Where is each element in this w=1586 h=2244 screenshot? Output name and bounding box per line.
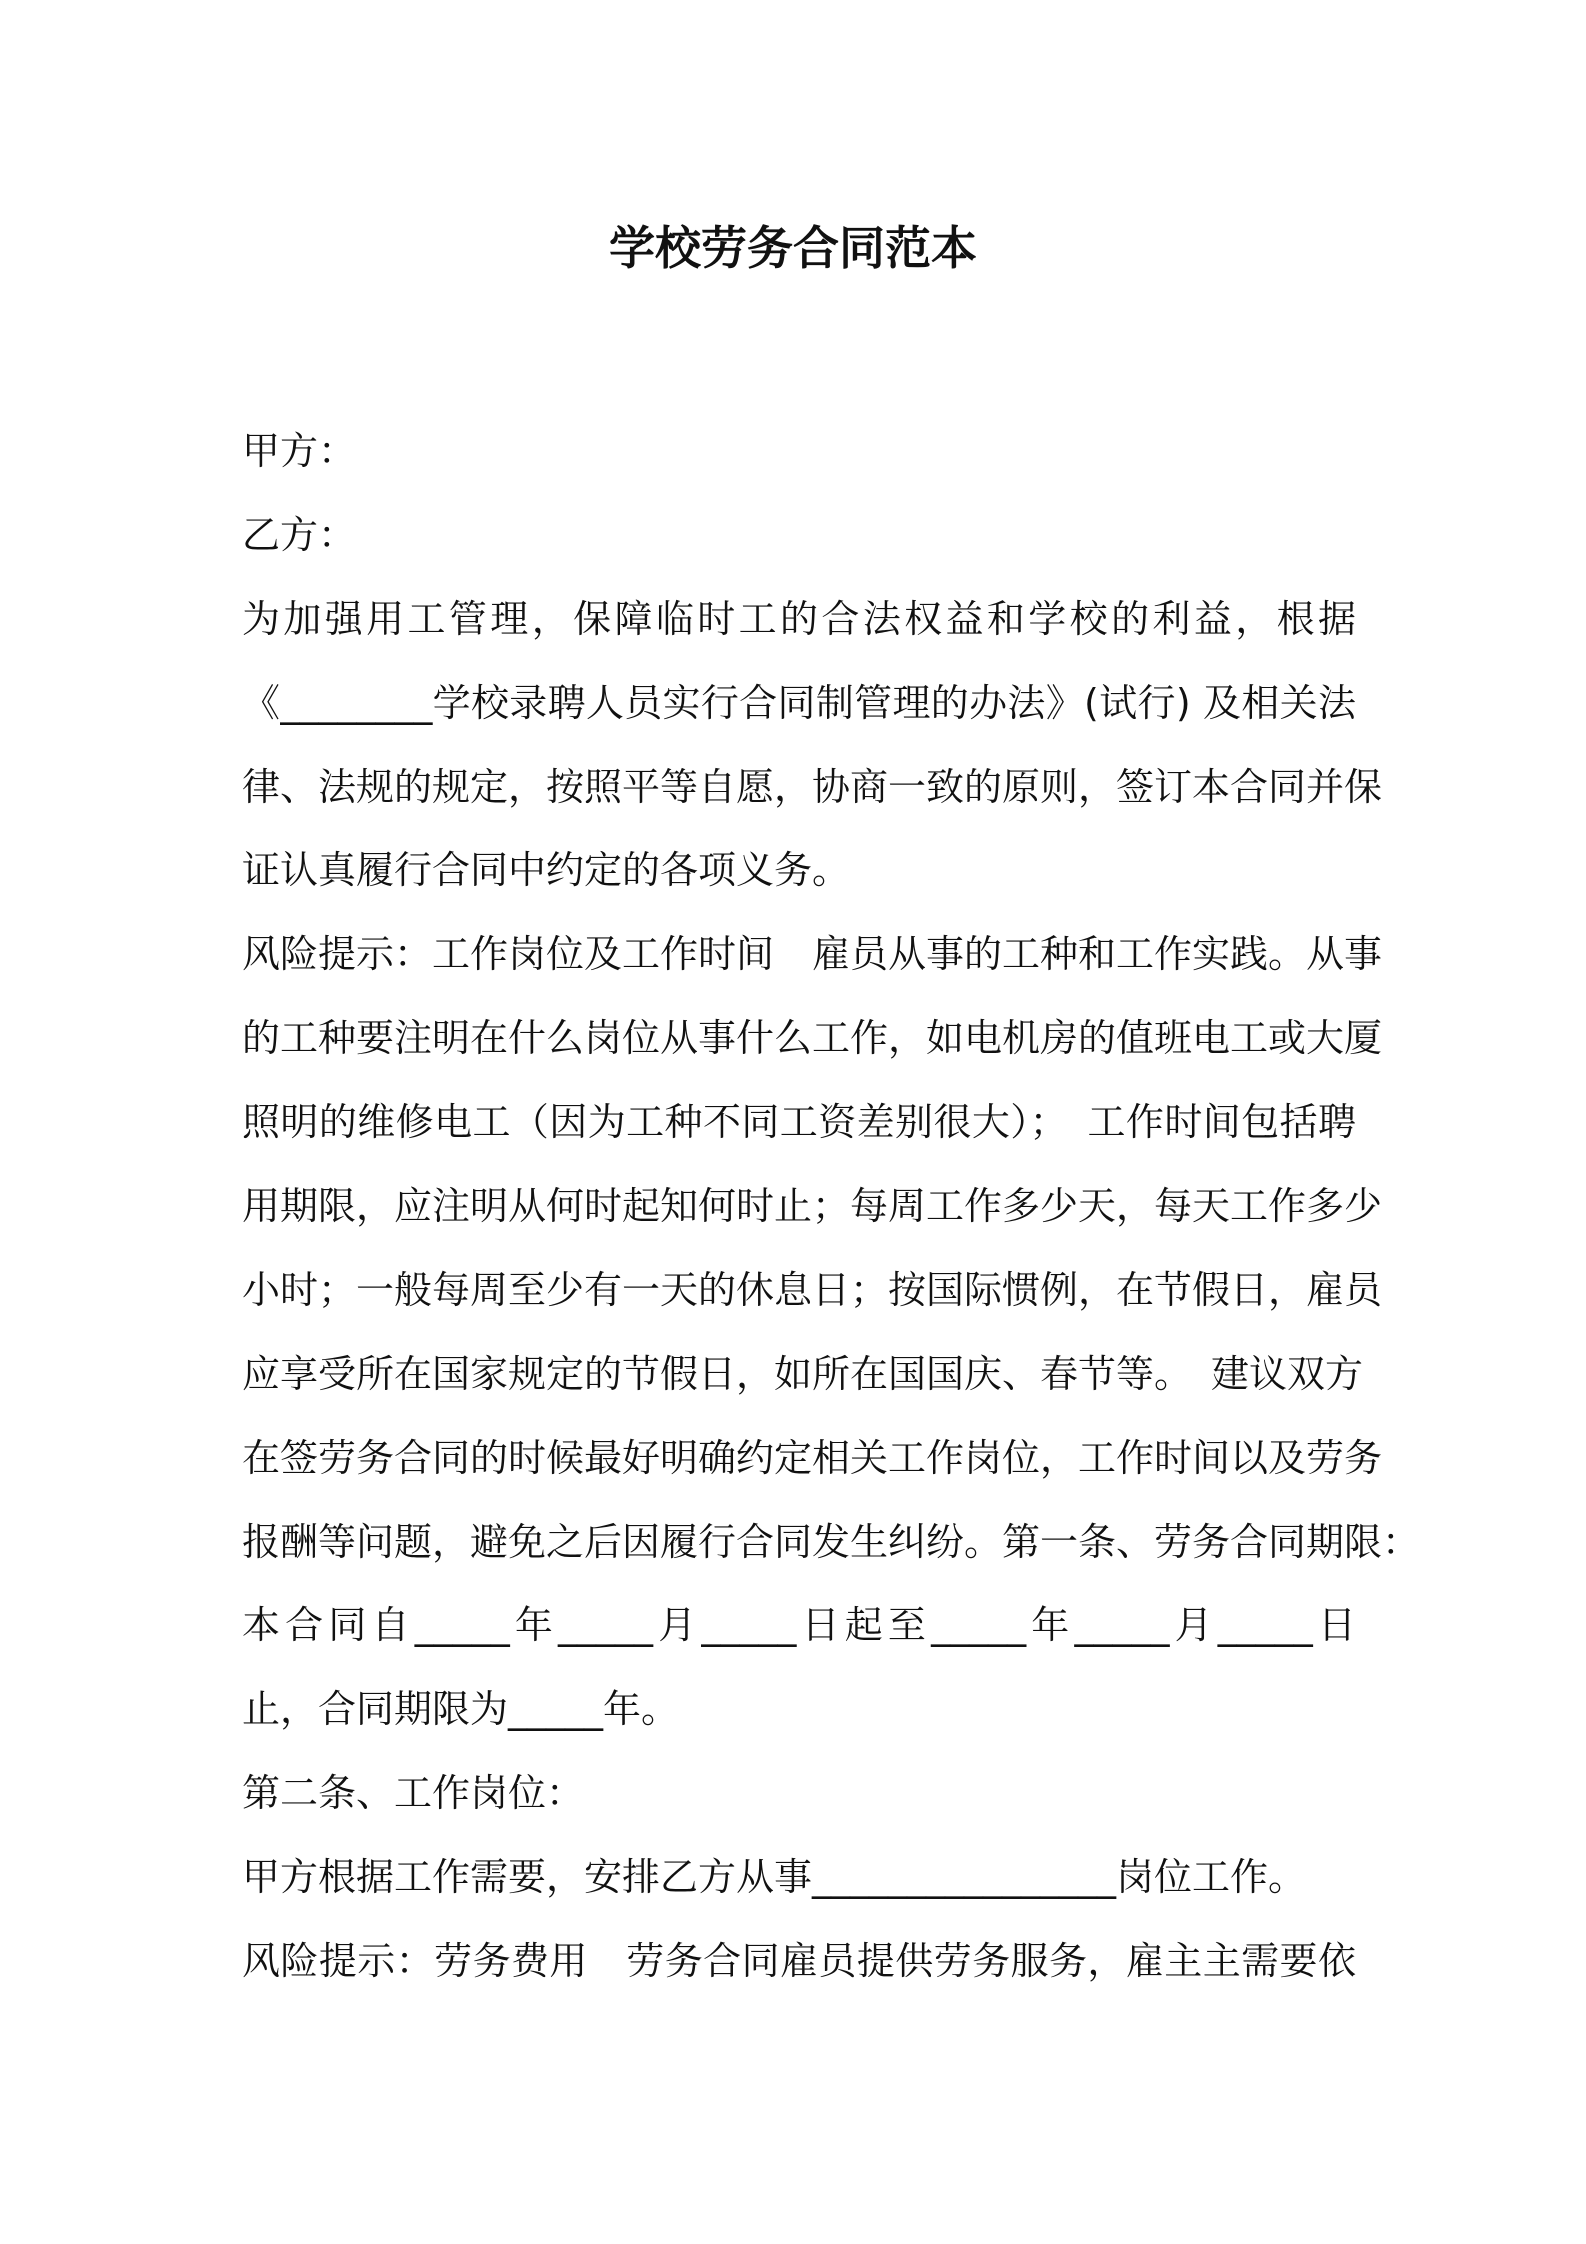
paragraph-line: 律、法规的规定，按照平等自愿，协商一致的原则，签订本合同并保 — [242, 764, 1383, 809]
paragraph-line: 本合同自_____年_____月_____日起至_____年_____月_____日 — [242, 1603, 1356, 1648]
paragraph-line: 应享受所在国家规定的节假日，如所在国国庆、春节等。 建议双方 — [242, 1351, 1364, 1396]
paragraph-line: 在签劳务合同的时候最好明确约定相关工作岗位，工作时间以及劳务 — [242, 1435, 1383, 1480]
paragraph-line: 甲方根据工作需要，安排乙方从事________________岗位工作。 — [242, 1855, 1307, 1900]
paragraph-line: 止，合同期限为_____年。 — [242, 1687, 680, 1732]
paragraph-line: 乙方： — [242, 512, 357, 557]
paragraph-line: 的工种要注明在什么岗位从事什么工作，如电机房的值班电工或大厦 — [242, 1016, 1383, 1061]
paragraph-line: 照明的维修电工（因为工种不同工资差别很大）； 工作时间包括聘 — [242, 1100, 1356, 1145]
paragraph-line: 《________学校录聘人员实行合同制管理的办法》(试行) 及相关法 — [242, 680, 1356, 725]
paragraph-line: 风险提示：劳务费用 劳务合同雇员提供劳务服务，雇主主需要依 — [242, 1939, 1356, 1984]
paragraph-line: 第二条、工作岗位： — [242, 1771, 585, 1816]
paragraph-line: 报酬等问题，避免之后因履行合同发生纠纷。第一条、劳务合同期限： — [242, 1519, 1421, 1564]
paragraph-line: 小时；一般每周至少有一天的休息日；按国际惯例，在节假日，雇员 — [242, 1267, 1383, 1312]
document-body — [242, 410, 1421, 2004]
document-title: 学校劳务合同范本 — [609, 221, 977, 275]
paragraph-line: 甲方： — [242, 429, 357, 473]
paragraph-line: 用期限，应注明从何时起知何时止；每周工作多少天，每天工作多少 — [242, 1184, 1383, 1229]
paragraph-line: 风险提示：工作岗位及工作时间 雇员从事的工种和工作实践。从事 — [242, 932, 1383, 977]
paragraph-line: 为加强用工管理，保障临时工的合法权益和学校的利益，根据 — [242, 596, 1356, 641]
paragraph-line: 证认真履行合同中约定的各项义务。 — [242, 848, 851, 893]
